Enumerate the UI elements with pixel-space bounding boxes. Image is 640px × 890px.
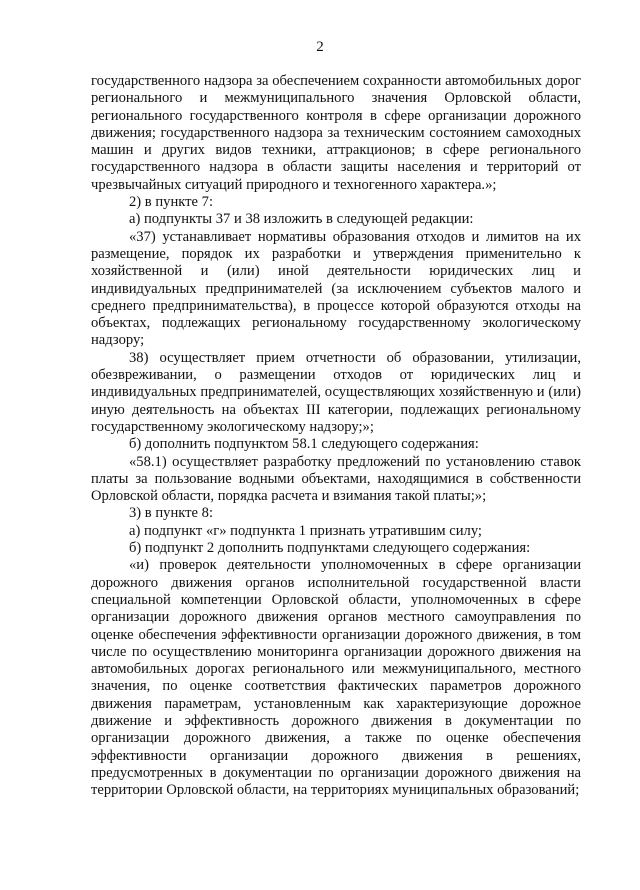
paragraph-item-3-subitem-b: б) подпункт 2 дополнить подпунктами следующего содержания:	[129, 540, 531, 557]
paragraph-item-3: 3) в пункте 8:	[129, 505, 214, 522]
paragraph-subitem-b: б) дополнить подпунктом 58.1 следующего содержания:	[129, 436, 479, 453]
paragraph-item-3-subitem-a: а) подпункт «г» подпункта 1 признать утратившим силу;	[129, 522, 482, 539]
page-number: 2	[316, 39, 324, 55]
document-body	[91, 73, 581, 799]
paragraph-clause-58-1: «58.1) осуществляет разработку предложений по установлению ставок платы за пользование водными объектами, находящимися в собственности Орловской области, порядка расчета и взимания такой платы;»;	[91, 453, 581, 505]
paragraph-clause-38: 38) осуществляет прием отчетности об образовании, утилизации, обезвреживании, о размещении отходов от юридических лиц и индивидуальных предпринимателей, осуществляющих хозяйственную и (или) иную деятельность на объектах III категории, подлежащих региональному государственному экологическому надзору;»;	[91, 349, 581, 435]
paragraph-clause-37: «37) устанавливает нормативы образования отходов и лимитов на их размещение, порядок их разработки и утверждения применительно к хозяйственной и (или) иной деятельности юридических лиц и индивидуальных предпринимателей (за исключением субъектов малого и среднего предпринимательства), в процессе которой образуются отходы на объектах, подлежащих региональному государственному экологическому надзору;	[91, 228, 581, 349]
paragraph-clause-i: «и) проверок деятельности уполномоченных в сфере организации дорожного движения органов исполнительной государственной власти специальной компетенции Орловской области, уполномоченных в сфере организации дорожного движения органов местного самоуправления по оценке обеспечения эффективности организации дорожного движения, в том числе по осуществлению мониторинга организации дорожного движения на автомобильных дорогах регионального или межмуниципального, местного значения, по оценке соответствия фактических параметров дорожного движения параметрам, установленным как характеризующие дорожное движение и эффективность дорожного движения в документации по организации дорожного движения, а также по оценке обеспечения эффективности организации дорожного движения в решениях, предусмотренных в документации по организации дорожного движения на территории Орловской области, на территориях муниципальных образований;	[91, 557, 581, 799]
paragraph-item-2: 2) в пункте 7:	[129, 194, 214, 211]
paragraph-intro-continuation: государственного надзора за обеспечением сохранности автомобильных дорог регионального и межмуниципального значения Орловской области, регионального государственного контроля в сфере организации дорожного движения; государственного надзора за техническим состоянием самоходных машин и других видов техники, аттракционов; в сфере регионального государственного надзора в области защиты населения и территорий от чрезвычайных ситуаций природного и техногенного характера.»;	[91, 73, 581, 193]
paragraph-subitem-a: а) подпункты 37 и 38 изложить в следующей редакции:	[129, 211, 474, 228]
